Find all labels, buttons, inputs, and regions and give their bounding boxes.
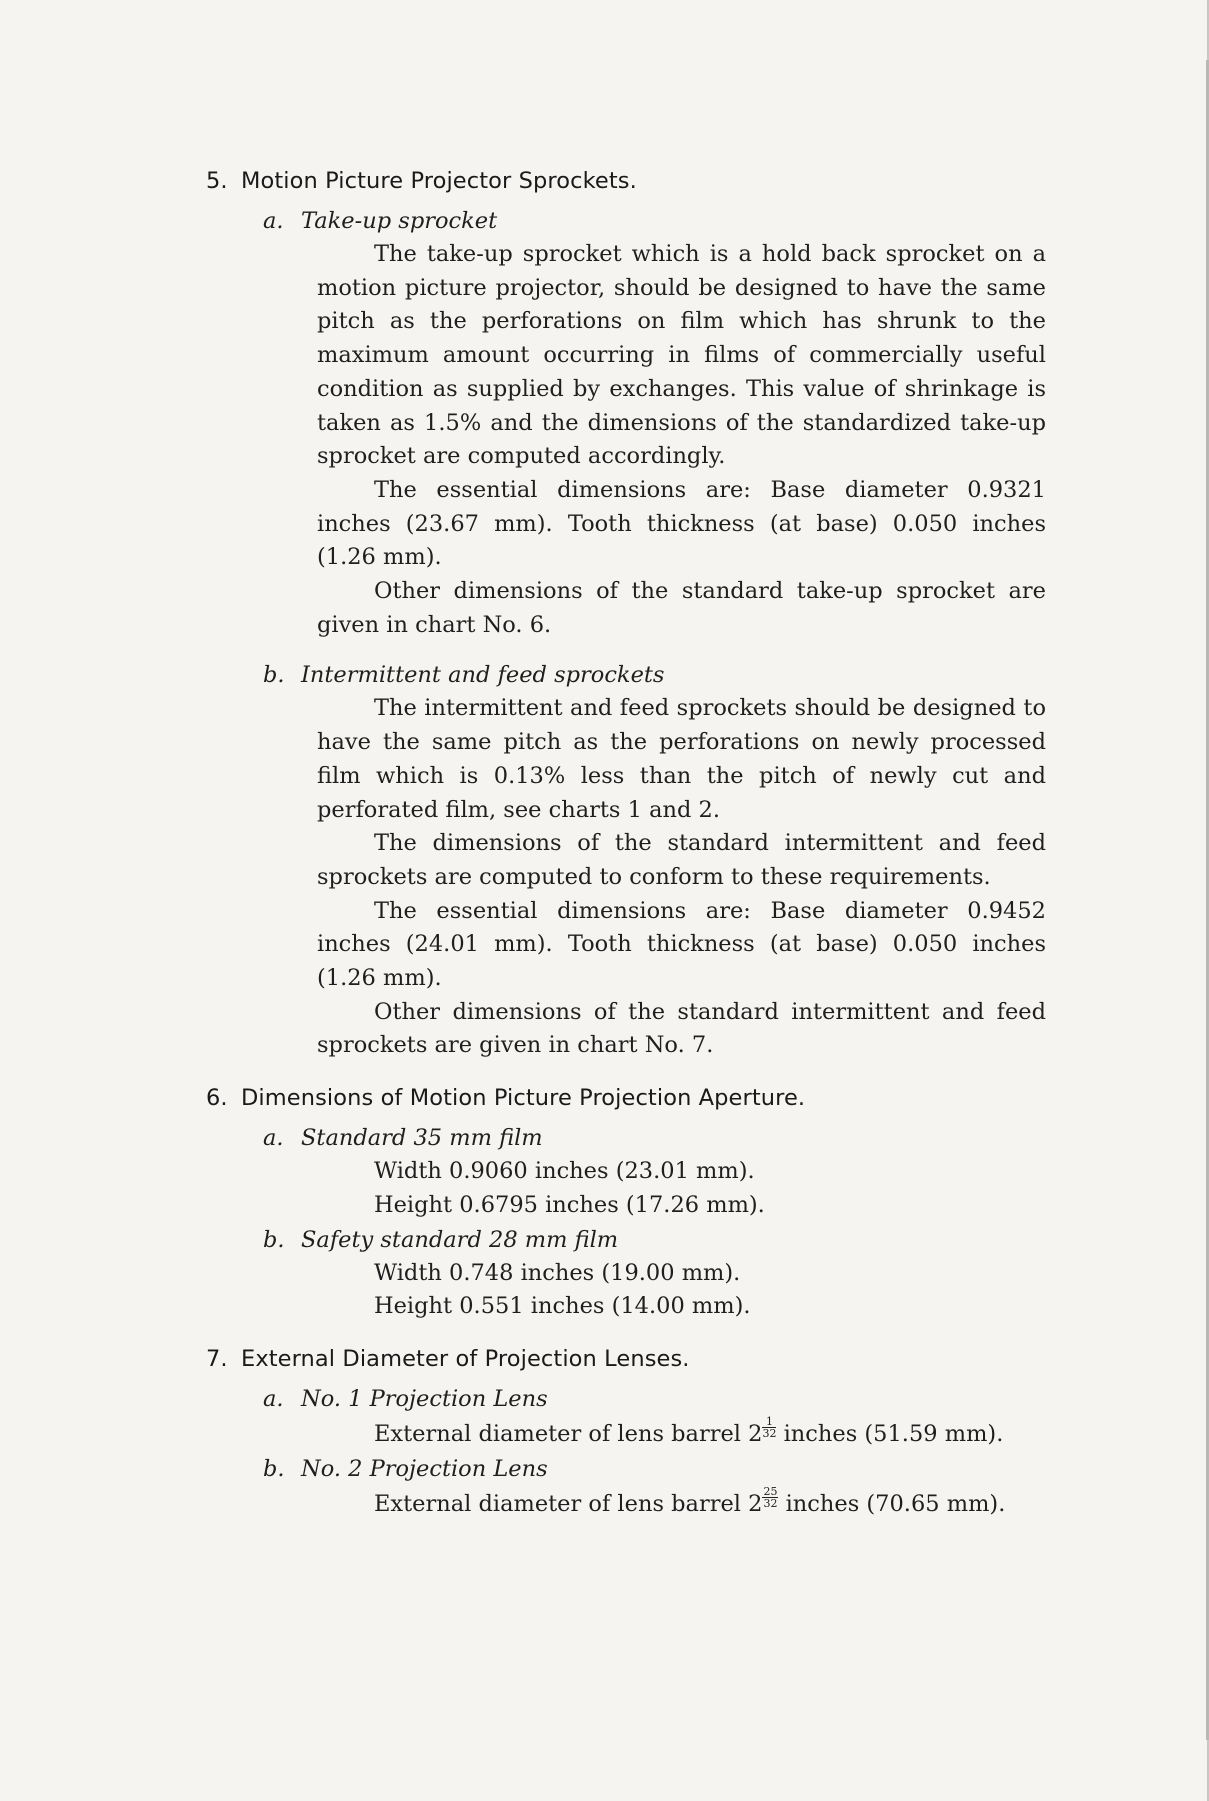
- paragraph: Other dimensions of the standard intermittent and feed sprockets are given in chart No. 7.: [317, 998, 1046, 1059]
- paragraph: The essential dimensions are: Base diameter 0.9452 inches (24.01 mm). Tooth thickness (at base) 0.050 inches (1.26 mm).: [317, 897, 1046, 992]
- page-content: [206, 166, 1046, 1521]
- lens-text: inches (70.65 mm).: [778, 1490, 1006, 1517]
- subsection-heading-6a: [206, 1121, 1046, 1155]
- subsection-heading-5b: [206, 658, 1046, 692]
- subsection-heading-7b: [206, 1452, 1046, 1486]
- dimension-line: Width 0.9060 inches (23.01 mm).: [374, 1158, 755, 1185]
- lens-diameter-line: [374, 1486, 1046, 1522]
- subsection-letter: b.: [263, 662, 285, 689]
- fraction-numerator: 25: [763, 1484, 778, 1498]
- dimension-line: Width 0.748 inches (19.00 mm).: [374, 1259, 741, 1286]
- paragraph: Other dimensions of the standard take-up sprocket are given in chart No. 6.: [317, 578, 1046, 638]
- section-number: 7.: [206, 1345, 228, 1372]
- subsection-heading-5a: [206, 204, 1046, 238]
- dimension-line: Height 0.6795 inches (17.26 mm).: [374, 1191, 765, 1218]
- fraction-numerator: 1: [762, 1416, 776, 1428]
- section-number: 6.: [206, 1085, 228, 1112]
- section-title: Dimensions of Motion Picture Projection Aperture.: [241, 1085, 806, 1112]
- subsection-letter: b.: [263, 1226, 285, 1253]
- subsection-heading-7a: [206, 1382, 1046, 1416]
- section-heading-5: [206, 166, 1046, 196]
- subsection-letter: a.: [263, 1385, 284, 1412]
- subsection-letter: a.: [263, 1125, 284, 1152]
- lens-text: External diameter of lens barrel 2: [374, 1490, 763, 1517]
- fraction-denominator: 32: [763, 1496, 778, 1510]
- subsection-title: No. 2 Projection Lens: [301, 1455, 548, 1482]
- paragraph: The intermittent and feed sprockets should be designed to have the same pitch as the perforations on newly processed film which is 0.13% less than the pitch of newly cut and perforated film, see charts 1 and 2.: [317, 695, 1046, 823]
- paragraph: The essential dimensions are: Base diameter 0.9321 inches (23.67 mm). Tooth thickness (at base) 0.050 inches (1.26 mm).: [317, 476, 1046, 571]
- fraction: [762, 1416, 776, 1439]
- lens-text: External diameter of lens barrel 2: [374, 1420, 763, 1447]
- section-heading-6: [206, 1083, 1046, 1113]
- subsection-title: No. 1 Projection Lens: [301, 1385, 548, 1412]
- subsection-title: Intermittent and feed sprockets: [301, 662, 665, 689]
- section-heading-7: [206, 1344, 1046, 1374]
- section-title: External Diameter of Projection Lenses.: [241, 1345, 690, 1372]
- subsection-letter: b.: [263, 1455, 285, 1482]
- fraction-denominator: 32: [762, 1426, 777, 1440]
- subsection-letter: a.: [263, 208, 284, 234]
- section-title: Motion Picture Projector Sprockets.: [241, 168, 637, 194]
- dimension-line: Height 0.551 inches (14.00 mm).: [374, 1293, 751, 1320]
- subsection-heading-6b: [206, 1223, 1046, 1257]
- lens-text: inches (51.59 mm).: [776, 1420, 1004, 1447]
- subsection-title: Standard 35 mm film: [301, 1125, 543, 1152]
- subsection-title: Take-up sprocket: [301, 208, 498, 234]
- subsection-title: Safety standard 28 mm film: [301, 1226, 619, 1253]
- fraction: [762, 1486, 778, 1509]
- paragraph: The dimensions of the standard intermittent and feed sprockets are computed to conform to these requirements.: [317, 830, 1046, 890]
- lens-diameter-line: [374, 1416, 1046, 1452]
- section-number: 5.: [206, 168, 228, 194]
- paragraph: The take-up sprocket which is a hold back sprocket on a motion picture projector, should be designed to have the same pitch as the perforations on film which has shrunk to the maximum amount occurring in films of commercially useful condition as supplied by exchanges. This value of shrinkage is taken as 1.5% and the dimensions of the standardized take-up sprocket are computed accordingly.: [317, 241, 1046, 470]
